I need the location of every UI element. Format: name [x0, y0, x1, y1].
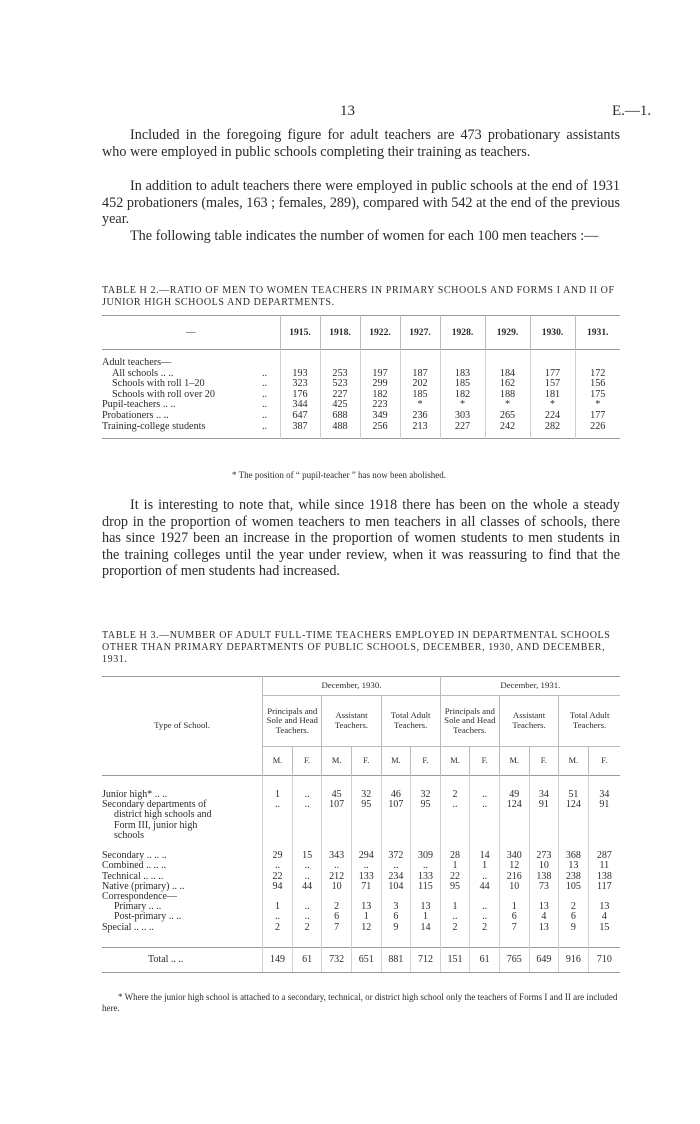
row-label: Native (primary) .. .. — [102, 880, 185, 892]
period-header-1931: December, 1931. — [440, 677, 620, 696]
table-h3-cell — [588, 831, 620, 841]
group-header: Principals and Sole and Head Teachers. — [440, 696, 499, 747]
table-h2-cell: 236 — [400, 411, 440, 422]
table-h3-cell: 234 — [381, 872, 411, 882]
table-h3-cell: 368 — [559, 851, 589, 861]
table-h2-cell: 265 — [485, 411, 530, 422]
table-h3-cell: 6 — [381, 912, 411, 922]
row-label: Secondary .. .. .. — [102, 850, 167, 862]
table-h3-cell: 107 — [322, 800, 352, 810]
table-h2-cell: 177 — [530, 369, 575, 380]
table-h3-caption: TABLE H 3.—NUMBER OF ADULT FULL-TIME TEACHERS EMPLOYED IN DEPARTMENTAL SCHOOLS OTHER THAN PRIMARY DEPARTMENTS OF PUBLIC SCHOOLS, DECEMBER, 1930, AND DECEMBER, 1931. — [102, 630, 611, 665]
table-h2-cell: 224 — [530, 411, 575, 422]
paragraph-1: Included in the foregoing figure for adult teachers are 473 probationary assistants who were employed in public schools completing their training as teachers. — [102, 127, 620, 160]
table-h3-cell: 32 — [351, 790, 381, 800]
table-h3-cell: 13 — [529, 923, 559, 933]
sex-header: M. — [263, 747, 293, 776]
row-label: Pupil-teachers .. .. — [102, 399, 176, 411]
table-h3-cell: 10 — [322, 882, 352, 892]
table-h2-cell: * — [440, 400, 485, 411]
table-h2-cell — [280, 358, 320, 369]
table-h2-cell: 227 — [320, 390, 360, 401]
table-h2-cell: 188 — [485, 390, 530, 401]
table-h3-cell: 95 — [411, 800, 441, 810]
table-h3-cell: 49 — [499, 790, 529, 800]
table-h2-row — [102, 411, 620, 422]
table-h3-cell — [440, 821, 470, 831]
table-h3-cell: 124 — [499, 800, 529, 810]
table-h2-cell — [360, 358, 400, 369]
page-number: 13 — [340, 103, 355, 119]
table-h3-row — [102, 821, 620, 831]
group-header: Assistant Teachers. — [499, 696, 558, 747]
table-h3-cell: 104 — [381, 882, 411, 892]
table-h3-cell: 124 — [559, 800, 589, 810]
table-h3-row — [102, 882, 620, 892]
sex-header: F. — [292, 747, 322, 776]
table-h3-cell — [322, 821, 352, 831]
table-h2-cell: 647 — [280, 411, 320, 422]
table-h3-cell: 881 — [381, 947, 411, 972]
table-h3-cell: 12 — [499, 861, 529, 871]
table-h3-cell: 1 — [411, 912, 441, 922]
table-h2-cell: 157 — [530, 379, 575, 390]
table-h3-cell: 1 — [470, 861, 500, 871]
table-h3-cell: .. — [263, 861, 293, 871]
table-h3-cell: 343 — [322, 851, 352, 861]
table-h2-cell: 162 — [485, 379, 530, 390]
sex-header: M. — [559, 747, 589, 776]
table-h3-cell: 1 — [351, 912, 381, 922]
total-row — [102, 947, 620, 972]
table-h3-cell — [263, 810, 293, 820]
table-h3-cell: 4 — [529, 912, 559, 922]
table-h2-year: 1927. — [400, 316, 440, 350]
table-h2-year: 1930. — [530, 316, 575, 350]
table-h2-cell — [530, 358, 575, 369]
table-h2-year: 1928. — [440, 316, 485, 350]
table-h3-cell — [470, 810, 500, 820]
table-h3-cell: 46 — [381, 790, 411, 800]
table-h3-cell — [559, 821, 589, 831]
sex-header: F. — [411, 747, 441, 776]
sex-header: M. — [381, 747, 411, 776]
table-h2-row — [102, 422, 620, 439]
table-h3-cell: 7 — [322, 923, 352, 933]
table-h2-cell: * — [485, 400, 530, 411]
table-h2-cell: 183 — [440, 369, 485, 380]
spacer-row — [102, 933, 620, 948]
table-h3-cell: 28 — [440, 851, 470, 861]
table-h3-cell: 2 — [470, 923, 500, 933]
table-h3-cell: 138 — [529, 872, 559, 882]
table-h3-cell: 372 — [381, 851, 411, 861]
table-h3-cell — [263, 821, 293, 831]
paragraph-3: The following table indicates the number of women for each 100 men teachers :— — [130, 228, 599, 244]
table-h3-cell: 2 — [440, 923, 470, 933]
table-h3-cell: 6 — [499, 912, 529, 922]
table-h3-cell: 9 — [559, 923, 589, 933]
table-h3-cell: .. — [470, 800, 500, 810]
row-label: Form III, junior high — [114, 819, 198, 831]
sex-header: M. — [322, 747, 352, 776]
table-h3-cell: .. — [470, 912, 500, 922]
sex-header: F. — [588, 747, 620, 776]
table-h2-cell: 523 — [320, 379, 360, 390]
table-h3-cell: .. — [292, 872, 322, 882]
table-h2-cell — [440, 358, 485, 369]
table-h3-cell: 149 — [263, 947, 293, 972]
table-h2-footnote: * The position of “ pupil-teacher ” has now been abolished. — [232, 470, 447, 480]
table-h3-cell — [470, 821, 500, 831]
table-h3-cell: 238 — [559, 872, 589, 882]
table-h3-cell — [588, 821, 620, 831]
table-h3 — [102, 676, 620, 973]
table-h2-cell: 176 — [280, 390, 320, 401]
table-h3-cell — [499, 810, 529, 820]
table-h3-cell: 1 — [263, 902, 293, 912]
leader-dots: .. — [262, 367, 268, 379]
table-h2-row — [102, 400, 620, 411]
table-h3-cell: 1 — [440, 902, 470, 912]
table-h3-cell: 45 — [322, 790, 352, 800]
table-h3-cell: .. — [411, 861, 441, 871]
table-h3-cell: 107 — [381, 800, 411, 810]
table-h3-cell: 151 — [440, 947, 470, 972]
table-h2-cell: * — [530, 400, 575, 411]
sex-header: M. — [440, 747, 470, 776]
table-h2-year: 1931. — [575, 316, 620, 350]
table-h2-cell: 688 — [320, 411, 360, 422]
table-h3-cell: 712 — [411, 947, 441, 972]
table-h3-cell: .. — [322, 861, 352, 871]
table-h3-cell — [440, 831, 470, 841]
table-h3-cell — [263, 831, 293, 841]
row-label: Adult teachers— — [102, 357, 172, 368]
table-h3-cell: 2 — [292, 923, 322, 933]
table-h2-row — [102, 390, 620, 401]
table-h2-cell: 226 — [575, 422, 620, 439]
table-h3-cell: 2 — [263, 923, 293, 933]
table-h2-cell: 223 — [360, 400, 400, 411]
table-h2-cell: 282 — [530, 422, 575, 439]
row-label: Schools with roll 1–20 — [112, 378, 205, 390]
table-h3-cell: .. — [292, 912, 322, 922]
table-h3-cell: 94 — [263, 882, 293, 892]
table-h3-cell: 14 — [470, 851, 500, 861]
table-h2-cell: 253 — [320, 369, 360, 380]
table-h3-cell: 34 — [588, 790, 620, 800]
row-label: district high schools and — [114, 809, 212, 821]
leader-dots: .. — [262, 399, 268, 411]
table-h3-cell: .. — [292, 800, 322, 810]
table-h3-cell — [322, 831, 352, 841]
table-h3-cell: 4 — [588, 912, 620, 922]
table-h3-cell: 7 — [499, 923, 529, 933]
table-h3-cell: 13 — [559, 861, 589, 871]
table-h3-cell: 294 — [351, 851, 381, 861]
group-header: Total Adult Teachers. — [559, 696, 620, 747]
table-h3-cell: 71 — [351, 882, 381, 892]
leader-dots: .. — [262, 420, 268, 432]
table-h3-cell: .. — [263, 800, 293, 810]
table-h2-cell: 177 — [575, 411, 620, 422]
table-h3-cell — [440, 810, 470, 820]
document-code: E.—1. — [612, 103, 652, 119]
table-h3-cell: .. — [292, 790, 322, 800]
leader-dots: .. — [262, 388, 268, 400]
table-h2-cell: 488 — [320, 422, 360, 439]
table-h2-cell: 172 — [575, 369, 620, 380]
table-h3-body — [102, 776, 620, 973]
table-h3-footnote: * Where the junior high school is attached to a secondary, technical, or district high school only the teachers of Forms I and II are included here. — [102, 992, 618, 1013]
table-h2-cell: 387 — [280, 422, 320, 439]
table-h3-cell: 29 — [263, 851, 293, 861]
table-h3-cell: 1 — [440, 861, 470, 871]
row-label: Technical .. .. .. — [102, 870, 164, 882]
table-h3-cell: 2 — [559, 902, 589, 912]
table-h2-year: 1918. — [320, 316, 360, 350]
table-h3-cell: 12 — [351, 923, 381, 933]
table-h2-year: 1922. — [360, 316, 400, 350]
table-h3-cell: 13 — [529, 902, 559, 912]
table-h3-cell: 1 — [499, 902, 529, 912]
table-h3-cell: 649 — [529, 947, 559, 972]
paragraph-2: In addition to adult teachers there were employed in public schools at the end of 1931 452 probationers (males, 163 ; females, 289), compared with 542 at the end of the previous year. — [102, 178, 620, 227]
row-label: Total .. .. — [102, 947, 263, 972]
table-h2-cell: 181 — [530, 390, 575, 401]
table-h3-cell: 133 — [411, 872, 441, 882]
table-h2-cell: 349 — [360, 411, 400, 422]
table-h2-corner: — — [185, 327, 196, 338]
table-h3-cell — [499, 821, 529, 831]
table-h3-cell — [559, 810, 589, 820]
table-h3-cell: 9 — [381, 923, 411, 933]
table-h2-cell: 344 — [280, 400, 320, 411]
table-h3-cell — [559, 831, 589, 841]
table-h3-cell — [411, 810, 441, 820]
table-h3-cell: 14 — [411, 923, 441, 933]
table-h2-cell: 175 — [575, 390, 620, 401]
row-label: Primary .. .. — [114, 901, 162, 913]
table-h3-cell: 34 — [529, 790, 559, 800]
table-h2 — [102, 315, 620, 439]
table-h2-cell: 299 — [360, 379, 400, 390]
table-h3-cell: 95 — [440, 882, 470, 892]
table-h2-cell: 202 — [400, 379, 440, 390]
table-h3-cell: 22 — [263, 872, 293, 882]
row-label: Special .. .. .. — [102, 921, 154, 933]
table-h3-cell: 73 — [529, 882, 559, 892]
table-h3-cell: 115 — [411, 882, 441, 892]
table-h2-cell: 323 — [280, 379, 320, 390]
table-h3-cell: 32 — [411, 790, 441, 800]
group-header: Assistant Teachers. — [322, 696, 381, 747]
table-h3-cell — [292, 821, 322, 831]
table-h2-row — [102, 358, 620, 369]
table-h3-cell: .. — [292, 902, 322, 912]
table-h2-cell: * — [400, 400, 440, 411]
paragraph-4: It is interesting to note that, while since 1918 there has been on the whole a steady drop in the proportion of women teachers to men teachers in all classes of schools, there has since 1927 been an increase in the proportion of women students to men students in the training colleges until the year under review, when it was reassuring to find that the proportion of men students had increased. — [102, 497, 620, 579]
table-h3-cell: .. — [263, 912, 293, 922]
table-h2-cell: 185 — [440, 379, 485, 390]
table-h3-cell: 13 — [411, 902, 441, 912]
table-h2-cell — [400, 358, 440, 369]
table-h3-cell — [351, 831, 381, 841]
table-h3-cell: 273 — [529, 851, 559, 861]
table-h3-cell — [292, 831, 322, 841]
table-h3-cell: 133 — [351, 872, 381, 882]
table-h3-cell: 216 — [499, 872, 529, 882]
table-h3-cell: 11 — [588, 861, 620, 871]
table-h3-cell: 61 — [470, 947, 500, 972]
row-label: Combined .. .. .. — [102, 860, 167, 872]
table-h3-cell: 95 — [351, 800, 381, 810]
table-h3-cell — [470, 831, 500, 841]
table-h3-cell: 51 — [559, 790, 589, 800]
table-h3-cell: 916 — [559, 947, 589, 972]
table-h2-year: 1915. — [280, 316, 320, 350]
table-h3-cell — [381, 821, 411, 831]
table-h2-cell: 156 — [575, 379, 620, 390]
table-h3-cell: 44 — [292, 882, 322, 892]
table-h3-cell — [499, 831, 529, 841]
table-h3-cell: 2 — [322, 902, 352, 912]
table-h3-cell: .. — [381, 861, 411, 871]
row-label: Probationers .. .. — [102, 409, 169, 421]
table-h3-cell — [529, 831, 559, 841]
table-h2-body — [102, 350, 620, 439]
table-h3-cell: 6 — [559, 912, 589, 922]
table-h3-cell: 13 — [351, 902, 381, 912]
table-h2-year: 1929. — [485, 316, 530, 350]
sex-header: M. — [499, 747, 529, 776]
group-header: Total Adult Teachers. — [381, 696, 440, 747]
table-h3-cell: 91 — [588, 800, 620, 810]
table-h3-cell: 710 — [588, 947, 620, 972]
table-h3-cell — [351, 821, 381, 831]
table-h2-cell — [320, 358, 360, 369]
period-header-1930: December, 1930. — [263, 677, 441, 696]
table-h3-row — [102, 923, 620, 933]
table-h3-cell — [322, 810, 352, 820]
table-h2-cell: 182 — [360, 390, 400, 401]
sex-header: F. — [351, 747, 381, 776]
table-h3-cell: 138 — [588, 872, 620, 882]
table-h3-cell: 287 — [588, 851, 620, 861]
table-h3-cell: 91 — [529, 800, 559, 810]
table-h3-cell: 212 — [322, 872, 352, 882]
table-h3-cell: 10 — [499, 882, 529, 892]
table-h2-cell: 187 — [400, 369, 440, 380]
table-h2-cell: 256 — [360, 422, 400, 439]
table-h3-cell — [381, 831, 411, 841]
table-h3-cell: 6 — [322, 912, 352, 922]
row-label: Secondary departments of — [102, 799, 207, 811]
table-h2-cell: 185 — [400, 390, 440, 401]
table-h3-cell: 1 — [263, 790, 293, 800]
table-h2-cell: 193 — [280, 369, 320, 380]
table-h3-cell — [381, 810, 411, 820]
table-h3-cell: .. — [351, 861, 381, 871]
table-h3-cell: .. — [470, 902, 500, 912]
table-h2-cell: 213 — [400, 422, 440, 439]
table-h2-caption: TABLE H 2.—RATIO OF MEN TO WOMEN TEACHERS IN PRIMARY SCHOOLS AND FORMS I AND II OF JUNIOR HIGH SCHOOLS AND DEPARTMENTS. — [102, 285, 615, 308]
row-label: Post-primary .. .. — [114, 911, 182, 923]
table-h2-cell: 197 — [360, 369, 400, 380]
table-h2-cell: 425 — [320, 400, 360, 411]
group-header: Principals and Sole and Head Teachers. — [263, 696, 322, 747]
table-h3-row — [102, 831, 620, 841]
leader-dots: .. — [262, 409, 268, 421]
table-h3-cell: 3 — [381, 902, 411, 912]
row-label: schools — [114, 829, 144, 841]
leader-dots — [262, 358, 280, 369]
table-h3-cell: 15 — [588, 923, 620, 933]
table-h2-cell — [575, 358, 620, 369]
table-h3-cell: 61 — [292, 947, 322, 972]
table-h3-cell — [292, 810, 322, 820]
table-h2-cell — [485, 358, 530, 369]
table-h3-cell: 15 — [292, 851, 322, 861]
table-h3-cell: 765 — [499, 947, 529, 972]
table-h2-cell: 184 — [485, 369, 530, 380]
table-h3-cell: 2 — [440, 790, 470, 800]
row-label: All schools .. .. — [112, 367, 174, 379]
leader-dots: .. — [262, 378, 268, 390]
table-h3-cell: 309 — [411, 851, 441, 861]
table-h3-cell: .. — [470, 872, 500, 882]
table-h3-cell: 117 — [588, 882, 620, 892]
row-label: Training-college students — [102, 420, 206, 432]
table-h2-cell: 242 — [485, 422, 530, 439]
table-h2-cell: * — [575, 400, 620, 411]
table-h3-cell — [411, 831, 441, 841]
table-h3-cell — [588, 810, 620, 820]
table-h3-cell: 105 — [559, 882, 589, 892]
table-h3-cell: 10 — [529, 861, 559, 871]
table-h3-cell: .. — [440, 912, 470, 922]
table-h3-cell: .. — [292, 861, 322, 871]
spacer-row — [102, 776, 620, 791]
row-label: Junior high* .. .. — [102, 789, 168, 800]
table-h3-cell: 13 — [588, 902, 620, 912]
table-h3-cell — [529, 810, 559, 820]
table-h3-cell: 651 — [351, 947, 381, 972]
table-h2-cell: 182 — [440, 390, 485, 401]
table-h3-cell: .. — [440, 800, 470, 810]
table-h3-cell: 732 — [322, 947, 352, 972]
table-h3-cell — [411, 821, 441, 831]
table-h2-cell: 303 — [440, 411, 485, 422]
table-h3-cell: 340 — [499, 851, 529, 861]
table-h3-cell: 44 — [470, 882, 500, 892]
table-h2-cell: 227 — [440, 422, 485, 439]
table-h3-cell: 22 — [440, 872, 470, 882]
sex-header: F. — [529, 747, 559, 776]
table-h3-cell — [529, 821, 559, 831]
sex-header: F. — [470, 747, 500, 776]
type-of-school-header: Type of School. — [154, 720, 210, 731]
row-label: Schools with roll over 20 — [112, 388, 215, 400]
table-h3-cell — [351, 810, 381, 820]
table-h3-cell: .. — [470, 790, 500, 800]
row-label: Correspondence— — [102, 891, 177, 903]
